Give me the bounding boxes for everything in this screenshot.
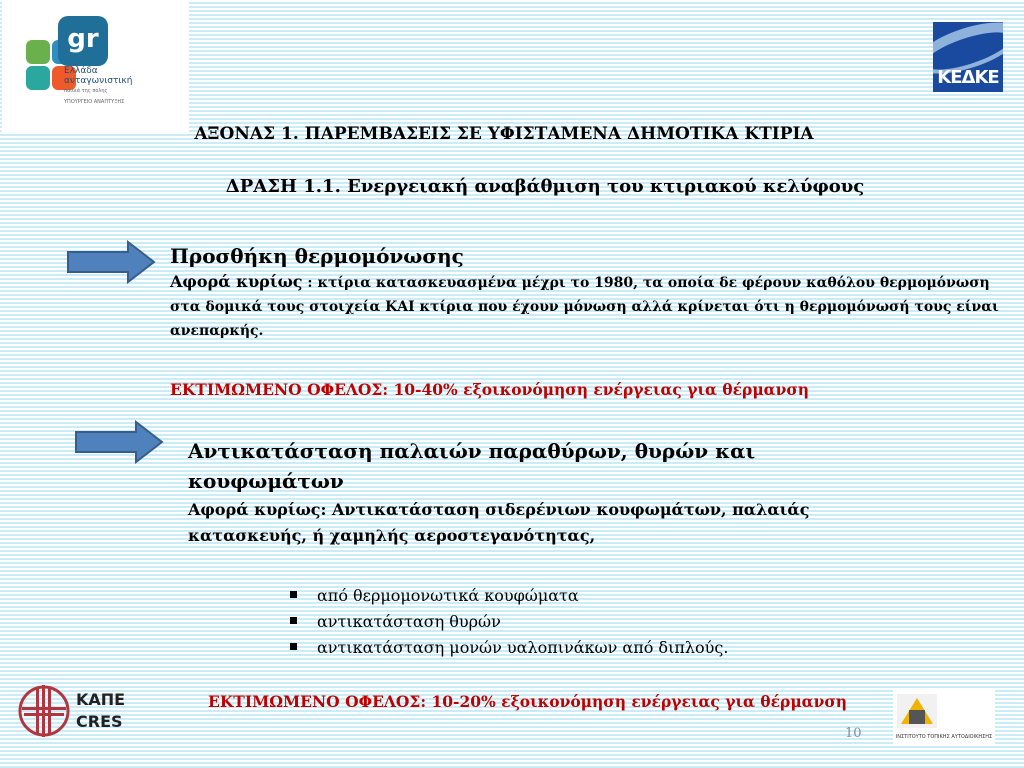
section-windows-description: Αφορά κυρίως: Αντικατάσταση σιδερένιων κουφωμάτων, παλαιάς κατασκευής, ή χαμηλής αεροστεγανότητας, [188,500,810,545]
section-insulation-lead: Αφορά κυρίως [170,272,303,291]
bullet-square-icon [290,643,297,650]
list-item-text: αντικατάσταση θυρών [317,612,501,631]
bullet-square-icon [290,591,297,598]
list-item-text: από θερμομονωτικά κουφώματα [317,586,579,605]
cres-logo-line1: ΚΑΠΕ [76,690,126,709]
action-title: ΔΡΑΣΗ 1.1. Ενεργειακή αναβάθμιση του κτιριακού κελύφους [225,176,865,197]
kedke-logo-text: ΚΕΔΚΕ [937,67,999,88]
page-number: 10 [845,726,862,741]
cres-logo-line2: CRES [76,712,123,731]
kedke-logo [933,22,1003,92]
right-arrow-icon [66,240,156,284]
logo-text-line1: Ελλάδα [64,66,98,76]
local-government-institute-logo [893,690,995,744]
section-insulation [170,244,1000,343]
logo-gr-badge: gr [58,16,108,66]
bullet-square-icon [290,617,297,624]
logo-text-line2: ανταγωνιστική [64,76,133,86]
logo-text-line3: παιδιά της πόλης [64,88,108,94]
logo-text-line4: ΥΠΟΥΡΓΕΙΟ ΑΝΑΠΤΥΞΗΣ [64,99,125,105]
right-arrow-icon [74,420,164,464]
competitive-greece-logo [2,2,189,134]
section-insulation-title: Προσθήκη θερμομόνωσης [170,244,464,268]
list-item [290,583,728,609]
section-windows-title: Αντικατάσταση παλαιών παραθύρων, θυρών και κουφωμάτων [188,439,756,493]
institute-logo-text: ΙΝΣΤΙΤΟΥΤΟ ΤΟΠΙΚΗΣ ΑΥΤΟΔΙΟΙΚΗΣΗΣ [895,734,993,740]
section-windows [188,436,908,549]
cres-emblem-icon [18,676,70,746]
list-item-text: αντικατάσταση μονών υαλοπινάκων από διπλούς. [317,638,729,657]
logo-green-square [26,40,50,64]
estimated-benefit-1: ΕΚΤΙΜΩΜΕΝΟ ΟΦΕΛΟΣ: 10-40% εξοικονόμηση ενέργειας για θέρμανση [170,380,810,399]
list-item [290,609,728,635]
institute-emblem-icon [897,694,937,728]
section-insulation-text: : κτίρια κατασκευασμένα μέχρι το 1980, τα οποία δε φέρουν καθόλου θερμομόνωση στα δομικά τους στοιχεία ΚΑΙ κτίρια που έχουν μόνωση αλλά κρίνεται ότι η θερμομόνωσή τους είναι ανεπαρκής. [170,275,999,339]
section-insulation-description [170,270,1000,343]
axis-title: ΑΞΟΝΑΣ 1. ΠΑΡΕΜΒΑΣΕΙΣ ΣΕ ΥΦΙΣΤΑΜΕΝΑ ΔΗΜΟΤΙΚΑ ΚΤΙΡΙΑ [194,124,814,144]
estimated-benefit-2: ΕΚΤΙΜΩΜΕΝΟ ΟΦΕΛΟΣ: 10-20% εξοικονόμηση ενέργειας για θέρμανση [208,692,848,711]
list-item [290,635,728,661]
cres-logo [18,676,126,746]
bullet-list [290,583,728,661]
logo-teal-square [26,66,50,90]
